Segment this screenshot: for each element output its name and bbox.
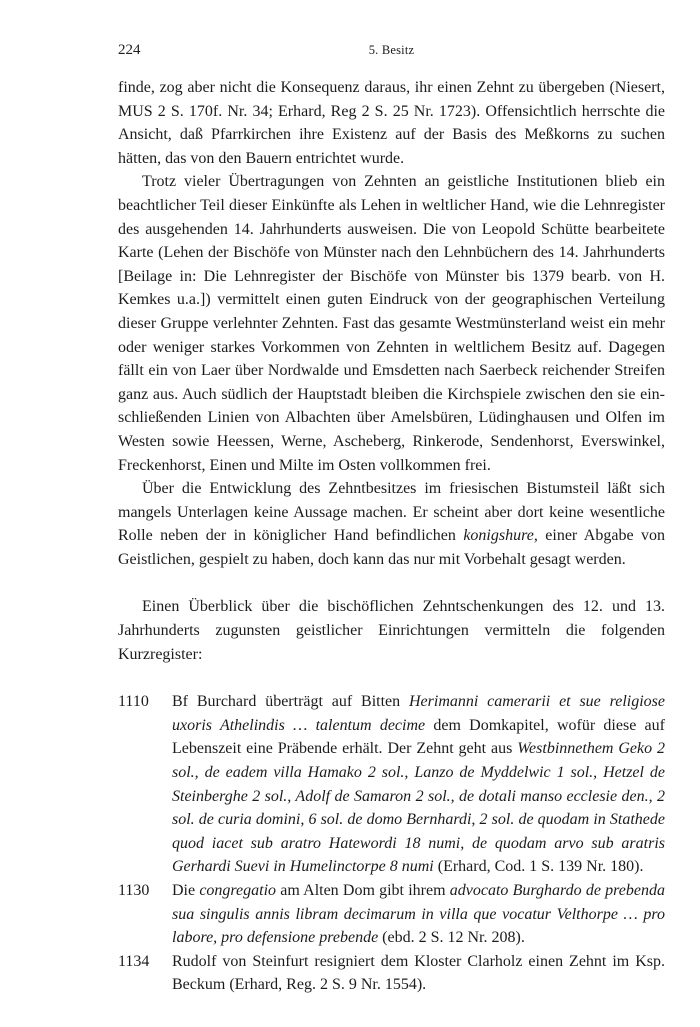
register-entry <box>118 950 665 997</box>
paragraph <box>118 477 665 571</box>
citation: (Erhard, Cod. 1 S. 139 Nr. 180). <box>433 858 644 876</box>
register-list <box>118 690 665 997</box>
running-title: 5. Besitz <box>368 43 415 57</box>
latin-quote: congregatio <box>199 882 277 899</box>
latin-quote: advocato Burghardo de prebenda sua singulis annis libram decimarum in villa que vocatur Velthorpe … pro labore, pro defensione prebende <box>172 882 665 947</box>
latin-quote: Herimanni camerarii et sue religiose uxoris Athelindis … talentum decime <box>172 693 666 734</box>
latin-quote: Westbinnethem Geko 2 sol., de eadem villa Hamako 2 sol., Lanzo de Myddelwic 1 sol., Hetzel de Steinberghe 2 sol., Adolf de Samaron 2 sol., de dotali manso ecclesie den., 2 sol. de curia domini, 6 sol. de domo Bernhardi, 2 sol. de quodam in Stathede quod iacet sub aratro Hatewordi 18 numi, de quodam arvo sub aratris Gerhardi Suevi in Humelinctorpe 8 numi <box>172 740 666 876</box>
text-segment: Rudolf von Steinfurt resigniert dem Kloster Clarholz einen Zehnt im Ksp. Beckum (Erhard, Reg. 2 S. 9 Nr. 1554). <box>172 952 665 994</box>
page-header <box>118 42 665 64</box>
text-segment: dem Domkapitel, wofür diese auf Lebenszeit eine Präbende erhält. Der Zehnt geht aus <box>172 716 665 758</box>
register-year: 1130 <box>118 882 150 899</box>
paragraph: Trotz vieler Übertragungen von Zehnten an geistliche Institutionen blieb ein beachtlicher Teil dieser Einkünfte als Lehen in weltlicher Hand, wie die Lehnregister des ausgehenden 14. Jahrhunderts ausweisen. Die von Leopold Schütte bearbeitete Karte (Lehen der Bischöfe von Münster nach den Lehnbüchern des 14. Jahrhunderts [Beilage in: Die Lehnregister der Bischöfe von Münster bis 1379 bearb. von H. Kemkes u.a.]) vermittelt einen guten Eindruck von der geographischen Verteilung dieser Gruppe verlehnter Zehnten. Fast das gesamte Westmünsterland weist ein mehr oder weniger starkes Vorkommen von Zehnten in weltlichem Besitz auf. Dagegen fällt ein von Laer über Nordwalde und Emsdetten nach Saerbeck reichender Streifen ganz aus. Auch südlich der Hauptstadt bleiben die Kirchspiele zwischen den sie einschließenden Linien von Albachten über Amelsbüren, Lüdinghausen und Olfen im Westen sowie Heessen, Werne, Ascheberg, Rinkerode, Sendenhorst, Everswinkel, Freckenhorst, Einen und Milte im Osten vollkommen frei. <box>118 173 665 474</box>
register-text <box>172 950 665 997</box>
register-intro: Einen Überblick über die bischöflichen Zehntschenkungen des 12. und 13. Jahrhunderts zugunsten geistlicher Einrichtungen vermitteln die folgenden Kurzregister: <box>118 598 665 663</box>
register-entry <box>118 690 665 879</box>
italic-term: konigshure <box>463 527 534 545</box>
paragraph-text: Über die Entwicklung des Zehntbesitzes im friesischen Bistumsteil läßt sich mangels Unterlagen keine Aussage machen. Er scheint aber dort keine wesentliche Rolle neben der in königlicher Hand befindlichen <box>118 480 665 545</box>
body-text <box>118 76 665 997</box>
register-year: 1134 <box>118 952 150 970</box>
register-text <box>172 690 665 879</box>
text-segment: Bf Burchard überträgt auf Bitten <box>172 693 409 711</box>
register-year: 1110 <box>118 693 149 711</box>
paragraph: finde, zog aber nicht die Konsequenz daraus, ihr einen Zehnt zu übergeben (Niesert, MUS 2 S. 170f. Nr. 34; Erhard, Reg 2 S. 25 Nr. 1723). Offensichtlich herrschte die Ansicht, daß Pfarrkirchen ihre Existenz auf der Basis des Meßkorns zu suchen hätten, das von den Bauern entrichtet wurde. <box>118 79 665 167</box>
text-segment: am Alten Dom gibt ihrem <box>276 882 450 899</box>
page <box>118 42 665 997</box>
paragraph-text: , einer Abgabe von Geistlichen, gespielt zu haben, doch kann das nur mit Vorbehalt gesagt werden. <box>118 527 665 568</box>
page-number: 224 <box>118 42 141 58</box>
text-segment: Die <box>172 882 200 899</box>
citation: (ebd. 2 S. 12 Nr. 208). <box>378 929 525 947</box>
register-entry <box>118 879 665 950</box>
register-text <box>172 879 665 950</box>
